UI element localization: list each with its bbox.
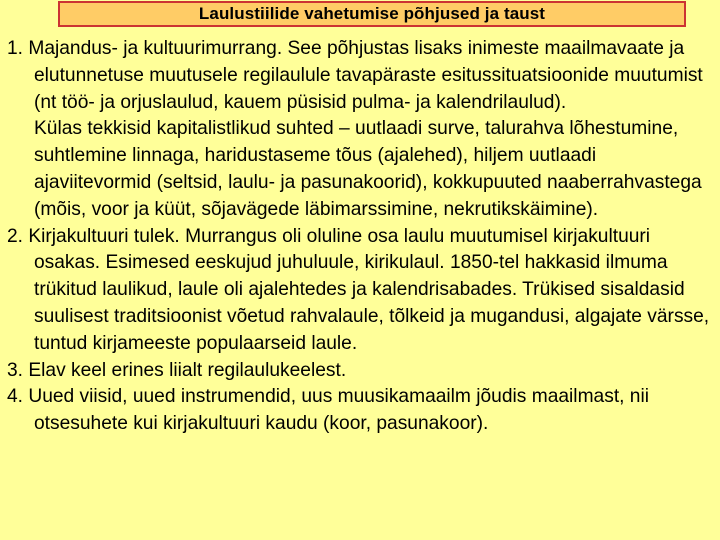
content	[7, 36, 713, 438]
title-box	[58, 1, 686, 27]
list-item-1-subparagraph: Külas tekkisid kapitalistlikud suhted – uutlaadi surve, talurahva lõhestumine, suhtlemine linnaga, haridustaseme tõus (ajalehed), hiljem uutlaadi ajaviitevormid (seltsid, laulu- ja pasunakoorid), kokkupuuted naaberrahvastega (mõis, voor ja küüt, sõjavägede läbimarssimine, nekrutikskäimine).	[34, 118, 702, 220]
list-item-3: 3. Elav keel erines liialt regilaulukeelest.	[7, 359, 347, 381]
page-title: Laulustiilide vahetumise põhjused ja taust	[198, 4, 546, 23]
list-item-2: 2. Kirjakultuuri tulek. Murrangus oli oluline osa laulu muutumisel kirjakultuuri osakas. Esimesed eeskujud juhuluule, kirikulaul. 1850-tel hakkasid ilmuma trükitud laulikud, laule oli ajalehtedes ja kalendrisabades. Trükised sisaldasid suulisest traditsioonist võetud rahvalaule, tõlkeid ja mugandusi, algajate värsse, tuntud kirjameeste populaarseid laule.	[7, 225, 710, 354]
list-item-1: 1. Majandus- ja kultuurimurrang. See põhjustas lisaks inimeste maailmavaate ja elutunnetuse muutusele regilaulule tavapäraste esitussituatsioonide muutumist (nt töö- ja orjuslaulud, kauem püsisid pulma- ja kalendrilaulud).	[7, 38, 703, 113]
list-item-4: 4. Uued viisid, uued instrumendid, uus muusikamaailm jõudis maailmast, nii otsesuhete kui kirjakultuuri kaudu (koor, pasunakoor).	[7, 386, 650, 435]
